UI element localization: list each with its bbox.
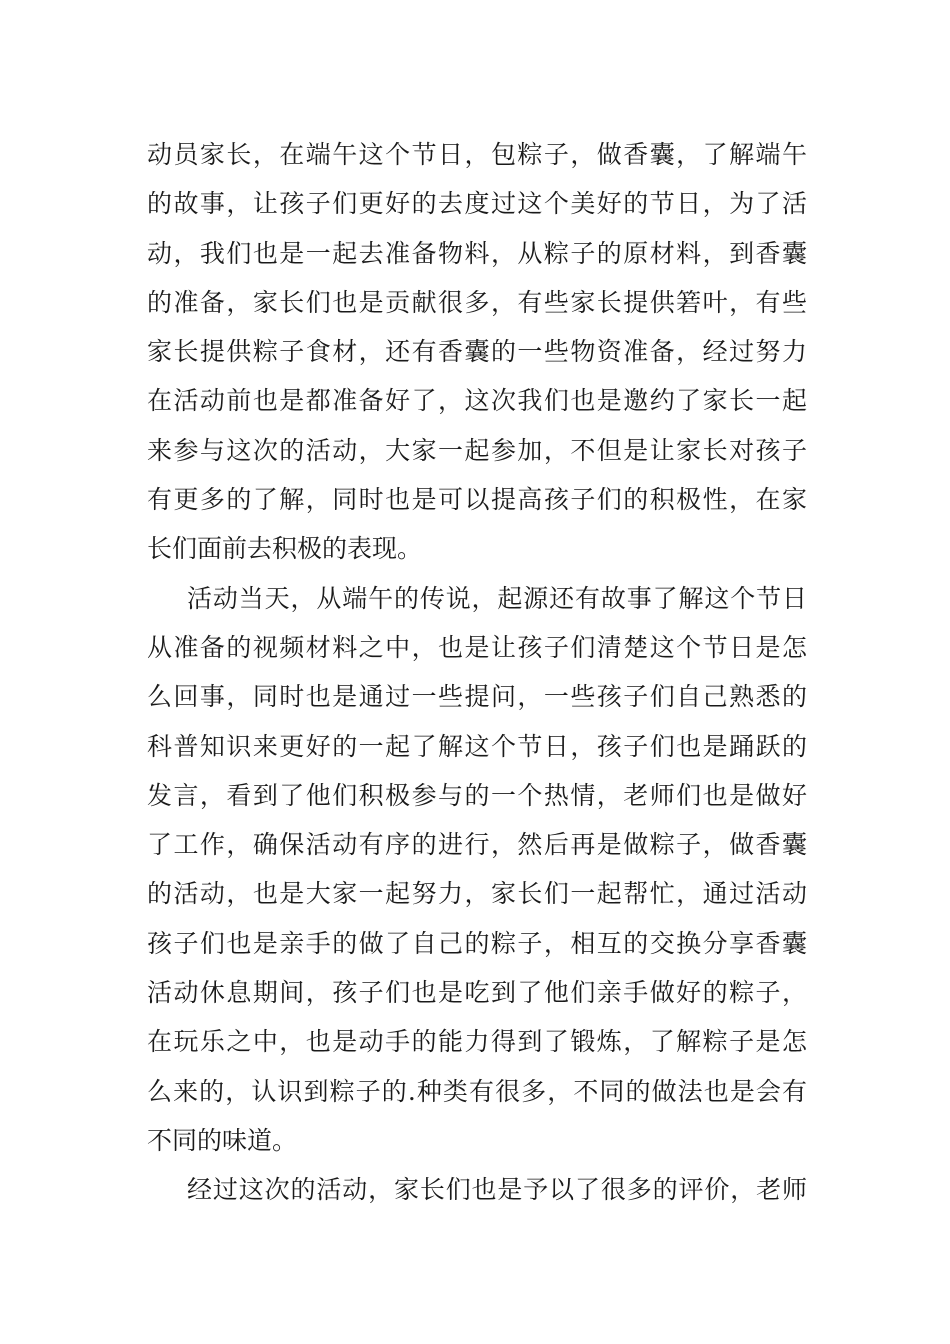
text-line: 经过这次的活动，家长们也是予以了很多的评价，老师 [187,1175,807,1205]
text-line: 长们面前去积极的表现。 [147,534,423,564]
text-line: 来参与这次的活动，大家一起参加，不但是让家长对孩子 [147,435,807,465]
text-line: 家长提供粽子食材，还有香囊的一些物资准备，经过努力 [147,337,807,367]
text-line: 有更多的了解，同时也是可以提高孩子们的积极性，在家 [147,485,807,515]
text-line: 了工作，确保活动有序的进行，然后再是做粽子，做香囊 [147,830,807,860]
text-line: 活动休息期间，孩子们也是吃到了他们亲手做好的粽子， [147,978,807,1008]
text-line: 动员家长，在端午这个节日，包粽子，做香囊，了解端午 [147,140,807,169]
text-line: 的故事，让孩子们更好的去度过这个美好的节日，为了活 [147,189,807,219]
text-line: 科普知识来更好的一起了解这个节日，孩子们也是踊跃的 [147,731,807,761]
text-line: 发言，看到了他们积极参与的一个热情，老师们也是做好 [147,780,807,810]
text-line: 从准备的视频材料之中，也是让孩子们清楚这个节日是怎 [147,632,807,662]
text-line: 不同的味道。 [147,1125,298,1155]
text-line: 在玩乐之中，也是动手的能力得到了锻炼，了解粽子是怎 [147,1027,807,1057]
text-line: 么来的，认识到粽子的.种类有很多，不同的做法也是会有 [147,1076,807,1106]
document-body [147,130,807,1215]
text-line: 动，我们也是一起去准备物料，从粽子的原材料，到香囊 [147,238,807,268]
text-line: 孩子们也是亲手的做了自己的粽子，相互的交换分享香囊 [147,928,807,958]
text-line: 在活动前也是都准备好了，这次我们也是邀约了家长一起 [147,386,807,416]
text-line: 的活动，也是大家一起努力，家长们一起帮忙，通过活动 [147,879,807,909]
text-line: 活动当天，从端午的传说，起源还有故事了解这个节日 [187,583,807,613]
text-line: 么回事，同时也是通过一些提问，一些孩子们自己熟悉的 [147,682,807,712]
text-line: 的准备，家长们也是贡献很多，有些家长提供箬叶，有些 [147,287,807,317]
